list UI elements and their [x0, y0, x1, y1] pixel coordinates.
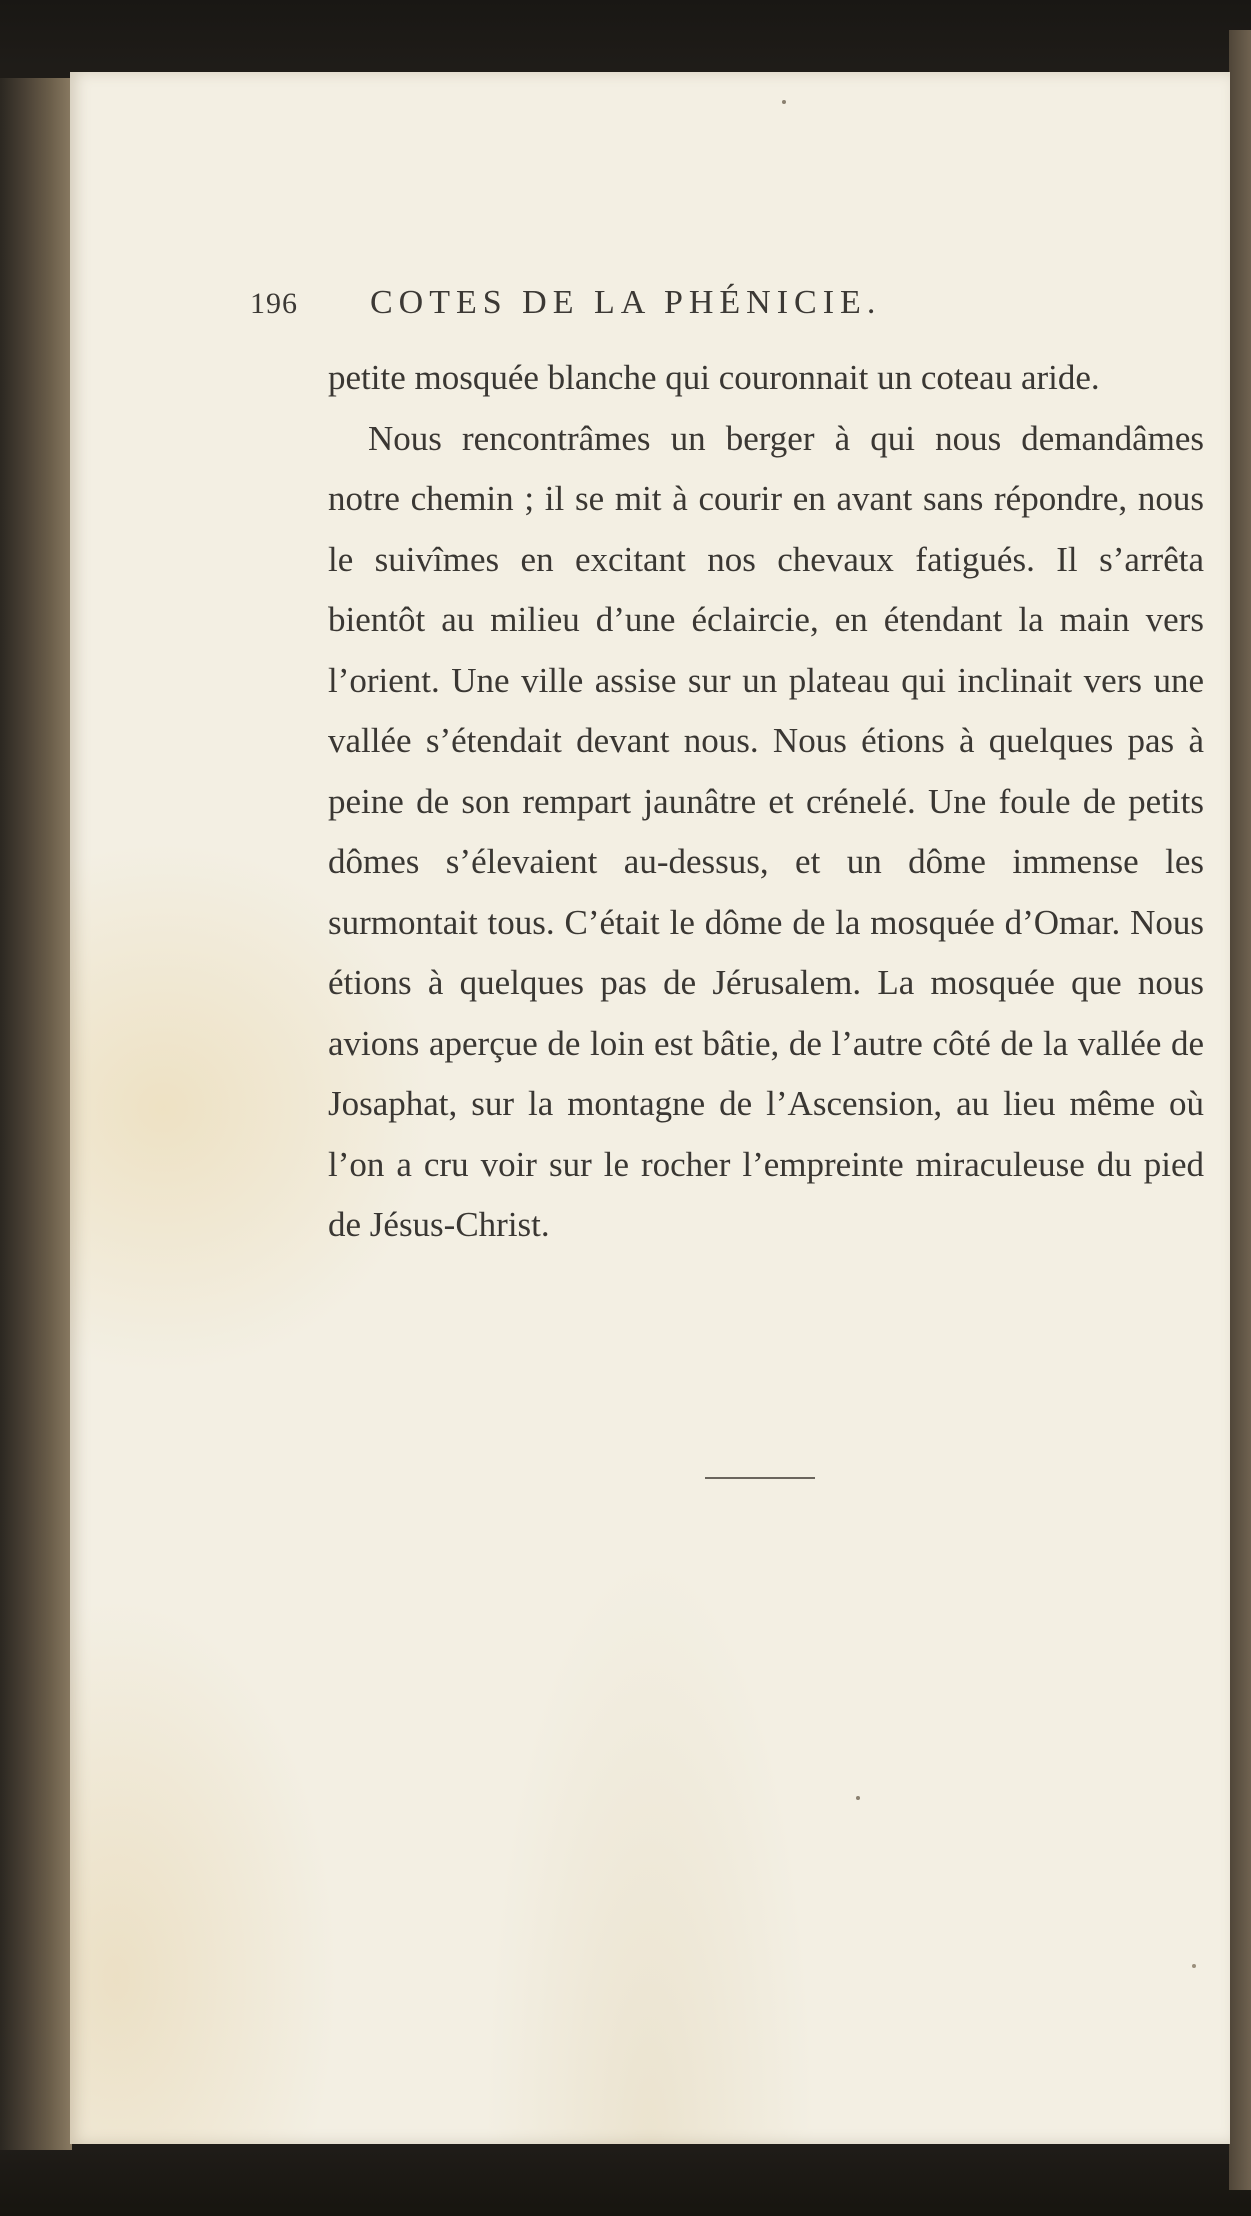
- book-spine: [0, 78, 72, 2150]
- paper-speck: [856, 1796, 860, 1800]
- paragraph: Nous rencontrâmes un berger à qui nous demandâmes notre chemin ; il se mit à courir en avant sans répondre, nous le suivîmes en excitant nos chevaux fatigués. Il s’arrêta bientôt au milieu d’une éclaircie, en étendant la main vers l’orient. Une ville assise sur un plateau qui inclinait vers une vallée s’étendait devant nous. Nous étions à quelques pas à peine de son rempart jaunâtre et crénelé. Une foule de petits dômes s’élevaient au-dessus, et un dôme immense les surmontait tous. C’était le dôme de la mosquée d’Omar. Nous étions à quelques pas de Jérusalem. La mosquée que nous avions aperçue de loin est bâtie, de l’autre côté de la vallée de Josaphat, sur la montagne de l’Ascension, au lieu même où l’on a cru voir sur le rocher l’empreinte miraculeuse du pied de Jésus-Christ.: [328, 418, 1204, 1244]
- running-head: [250, 284, 1010, 336]
- paper-speck: [1192, 1964, 1196, 1968]
- body-text: [328, 348, 1204, 1256]
- page-edge: [1229, 30, 1251, 2190]
- paper-speck: [782, 100, 786, 104]
- page-number: 196: [250, 287, 298, 320]
- section-end-rule: [705, 1477, 815, 1479]
- running-title: COTES DE LA PHÉNICIE.: [370, 284, 882, 321]
- paragraph: petite mosquée blanche qui couronnait un coteau aride.: [328, 358, 1100, 397]
